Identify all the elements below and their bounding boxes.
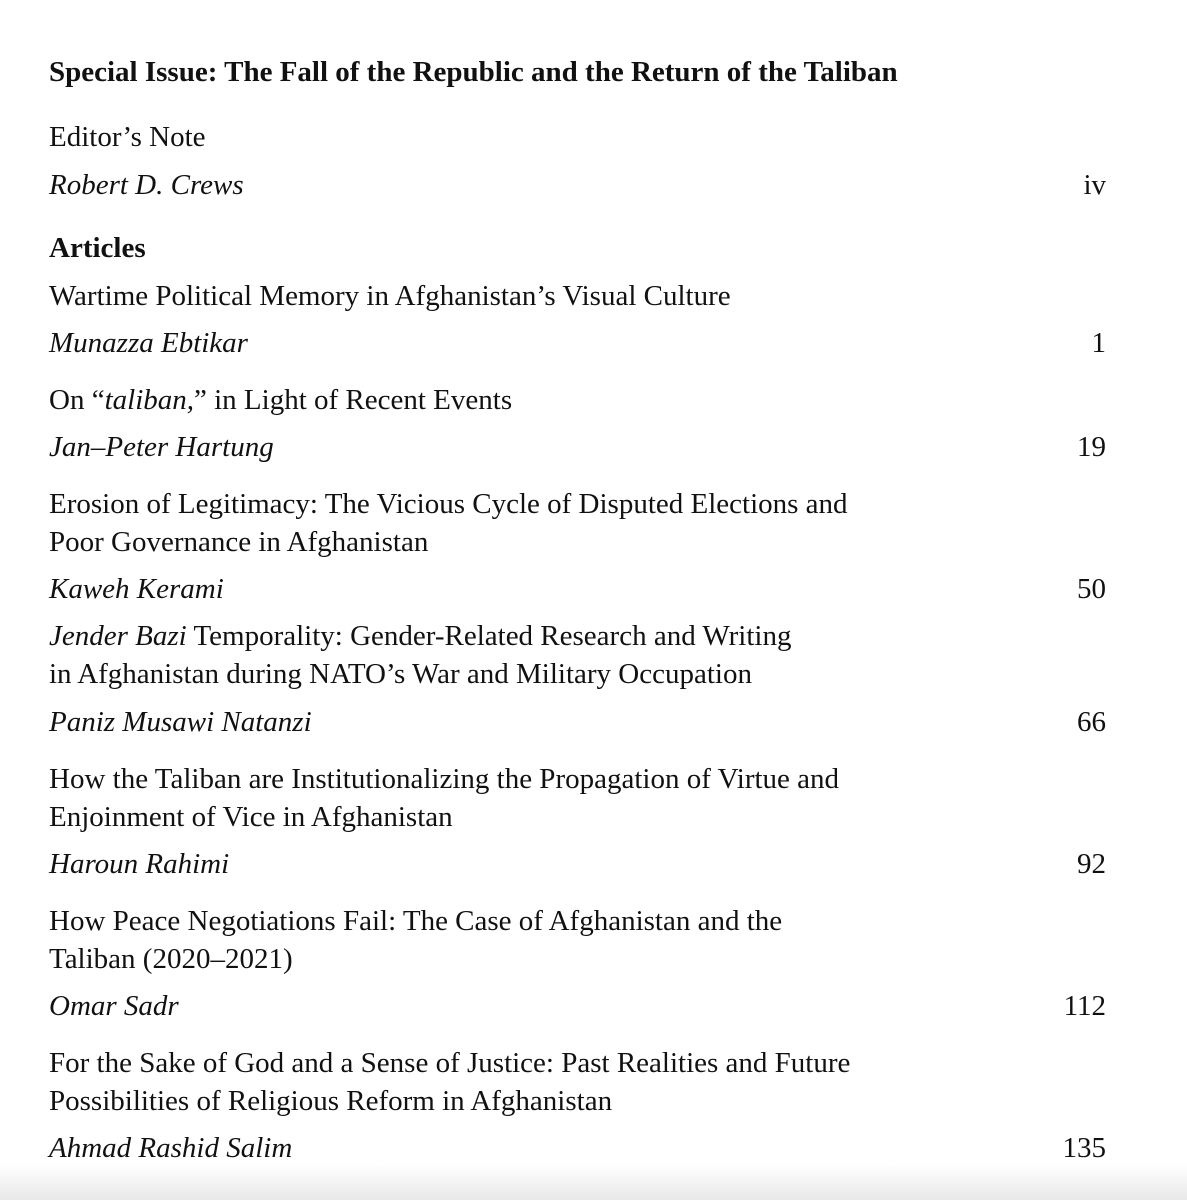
article-3-page: 50 xyxy=(1077,573,1106,605)
article-5-page: 92 xyxy=(1077,848,1106,880)
editors-note-page: iv xyxy=(1083,169,1106,201)
article-3-author: Kaweh Kerami xyxy=(49,573,224,605)
article-7-author: Ahmad Rashid Salim xyxy=(49,1132,293,1164)
article-4-title-rest: Temporality: Gender-Related Research and Writing xyxy=(186,620,792,652)
bottom-edge-shadow xyxy=(0,1164,1187,1200)
article-5-title-line-1: How the Taliban are Institutionalizing the Propagation of Virtue and xyxy=(49,763,840,795)
article-2-title-italic: taliban, xyxy=(104,384,194,416)
article-2-page: 19 xyxy=(1077,431,1106,463)
article-7-title-line-2: Possibilities of Religious Reform in Afghanistan xyxy=(49,1085,613,1117)
editors-note-title: Editor’s Note xyxy=(49,121,206,153)
article-2-title xyxy=(49,381,512,419)
article-2-title-suffix: ” in Light of Recent Events xyxy=(194,384,513,416)
article-1-author: Munazza Ebtikar xyxy=(49,327,248,359)
article-7-title-line-1: For the Sake of God and a Sense of Justice: Past Realities and Future xyxy=(49,1047,851,1079)
articles-heading: Articles xyxy=(49,232,146,264)
article-5-title-line-2: Enjoinment of Vice in Afghanistan xyxy=(49,801,453,833)
article-6-title-line-2: Taliban (2020–2021) xyxy=(49,943,293,975)
article-4-title-italic: Jender Bazi xyxy=(49,620,187,652)
article-4-title-line-2: in Afghanistan during NATO’s War and Military Occupation xyxy=(49,658,752,690)
article-6-page: 112 xyxy=(1063,990,1106,1022)
article-7-page: 135 xyxy=(1062,1132,1106,1164)
article-2-title-prefix: On “ xyxy=(49,384,105,416)
article-6-author: Omar Sadr xyxy=(49,990,179,1022)
article-1-page: 1 xyxy=(1091,327,1106,359)
article-5-author: Haroun Rahimi xyxy=(49,848,230,880)
article-4-author: Paniz Musawi Natanzi xyxy=(49,706,312,738)
article-3-title-line-1: Erosion of Legitimacy: The Vicious Cycle of Disputed Elections and xyxy=(49,488,848,520)
article-4-title-line-1 xyxy=(49,617,791,655)
article-6-title-line-1: How Peace Negotiations Fail: The Case of Afghanistan and the xyxy=(49,905,783,937)
special-issue-title: Special Issue: The Fall of the Republic and the Return of the Taliban xyxy=(49,56,898,88)
article-2-author: Jan–Peter Hartung xyxy=(49,431,274,463)
article-1-title: Wartime Political Memory in Afghanistan’s Visual Culture xyxy=(49,280,731,312)
editors-note-author: Robert D. Crews xyxy=(49,169,244,201)
article-4-page: 66 xyxy=(1077,706,1106,738)
article-3-title-line-2: Poor Governance in Afghanistan xyxy=(49,526,429,558)
